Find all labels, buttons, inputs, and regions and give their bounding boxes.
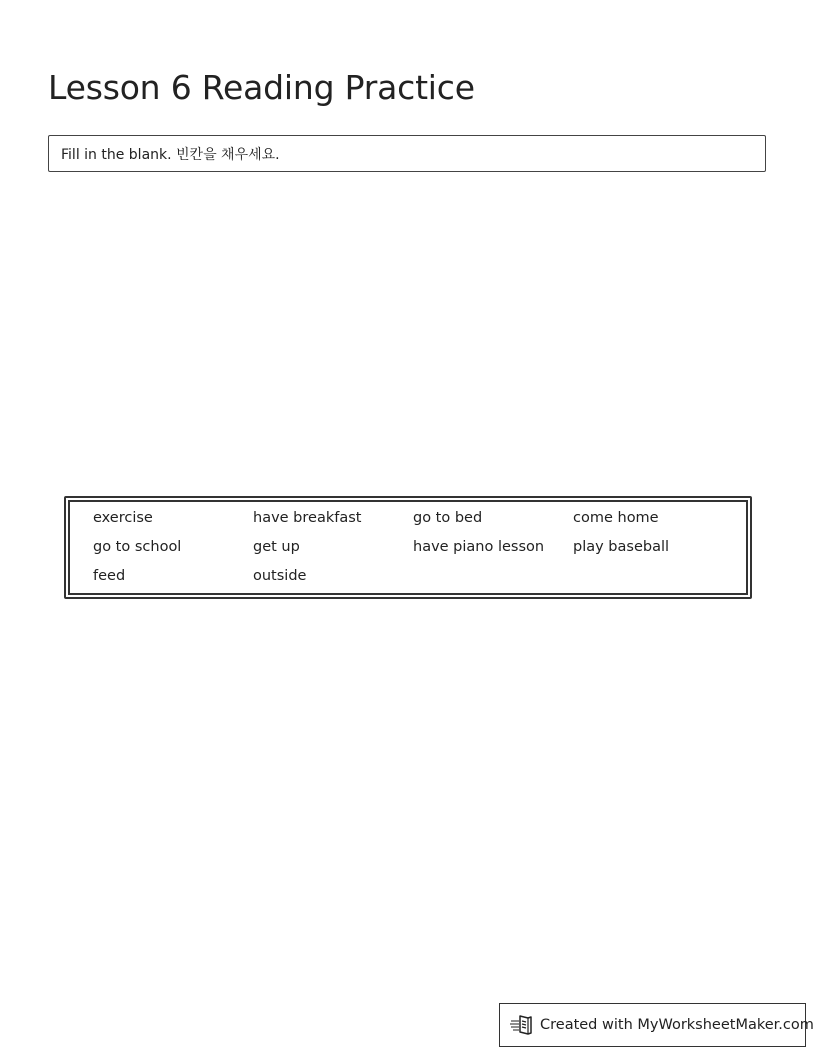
worksheet-maker-logo-icon bbox=[510, 1013, 534, 1037]
word-bank-item: go to bed bbox=[413, 510, 483, 526]
footer-credit[interactable] bbox=[499, 1003, 814, 1047]
instruction-text: Fill in the blank. 빈칸을 채우세요. bbox=[61, 146, 280, 163]
footer-text: Created with MyWorksheetMaker.com bbox=[540, 1017, 814, 1033]
word-bank bbox=[64, 496, 752, 599]
word-bank-item: have breakfast bbox=[253, 510, 362, 526]
word-bank-item: get up bbox=[253, 539, 300, 555]
word-bank-item: outside bbox=[253, 568, 307, 584]
word-bank-item: come home bbox=[573, 510, 659, 526]
word-bank-item: go to school bbox=[93, 539, 182, 555]
word-bank-item: exercise bbox=[93, 510, 153, 526]
word-bank-item: have piano lesson bbox=[413, 539, 545, 555]
page-title: Lesson 6 Reading Practice bbox=[48, 68, 475, 108]
word-bank-item: feed bbox=[93, 568, 126, 584]
word-bank-item: play baseball bbox=[573, 539, 670, 555]
instruction-box bbox=[48, 135, 766, 172]
